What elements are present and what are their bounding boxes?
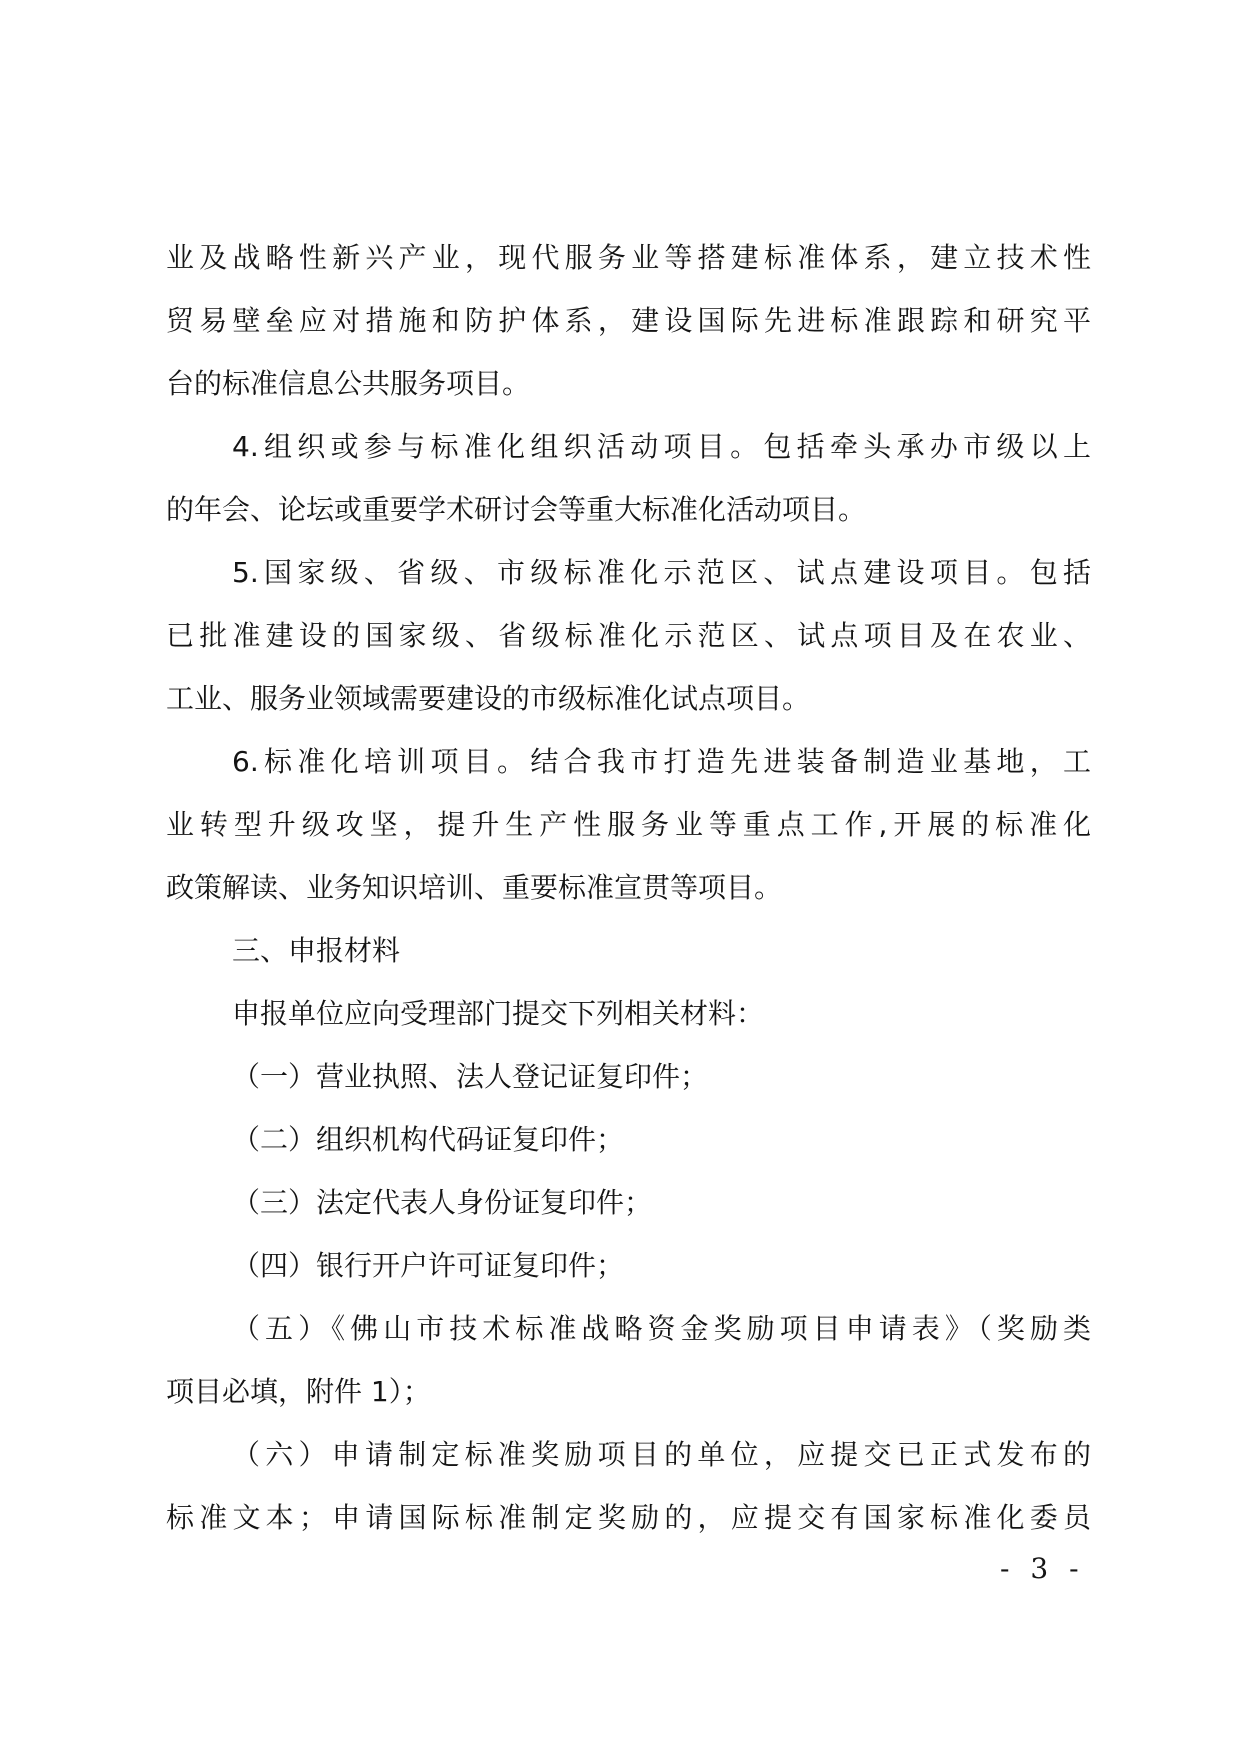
text-line: 6.标准化培训项目。结合我市打造先进装备制造业基地，工: [232, 745, 1091, 778]
text-line: （一）营业执照、法人登记证复印件；: [232, 1060, 709, 1093]
page-number: - 3 -: [1000, 1552, 1085, 1585]
text-line: 已批准建设的国家级、省级标准化示范区、试点项目及在农业、: [166, 619, 1091, 652]
text-line: （六）申请制定标准奖励项目的单位，应提交已正式发布的: [232, 1438, 1091, 1471]
text-line: 的年会、论坛或重要学术研讨会等重大标准化活动项目。: [166, 493, 867, 526]
text-line: 台的标准信息公共服务项目。: [166, 367, 531, 400]
text-line: 三、申报材料: [232, 934, 401, 967]
text-line: 5.国家级、省级、市级标准化示范区、试点建设项目。包括: [232, 556, 1091, 589]
text-line: 标准文本；申请国际标准制定奖励的，应提交有国家标准化委员: [166, 1501, 1091, 1534]
text-line: （二）组织机构代码证复印件；: [232, 1123, 625, 1156]
text-line: 4.组织或参与标准化组织活动项目。包括牵头承办市级以上: [232, 430, 1091, 463]
text-line: 政策解读、业务知识培训、重要标准宣贯等项目。: [166, 871, 783, 904]
text-line: 业及战略性新兴产业，现代服务业等搭建标准体系，建立技术性: [166, 241, 1091, 274]
body-text: [166, 226, 1091, 1549]
text-line: 工业、服务业领域需要建设的市级标准化试点项目。: [166, 682, 811, 715]
text-line: 项目必填，附件 1）；: [166, 1375, 431, 1408]
text-line: 申报单位应向受理部门提交下列相关材料：: [232, 997, 765, 1030]
text-line: （四）银行开户许可证复印件；: [232, 1249, 625, 1282]
text-line: 贸易壁垒应对措施和防护体系，建设国际先进标准跟踪和研究平: [166, 304, 1091, 337]
text-line: 业转型升级攻坚，提升生产性服务业等重点工作,开展的标准化: [166, 808, 1091, 841]
text-line: （三）法定代表人身份证复印件；: [232, 1186, 653, 1219]
text-line: （五）《佛山市技术标准战略资金奖励项目申请表》（奖励类: [232, 1312, 1091, 1345]
